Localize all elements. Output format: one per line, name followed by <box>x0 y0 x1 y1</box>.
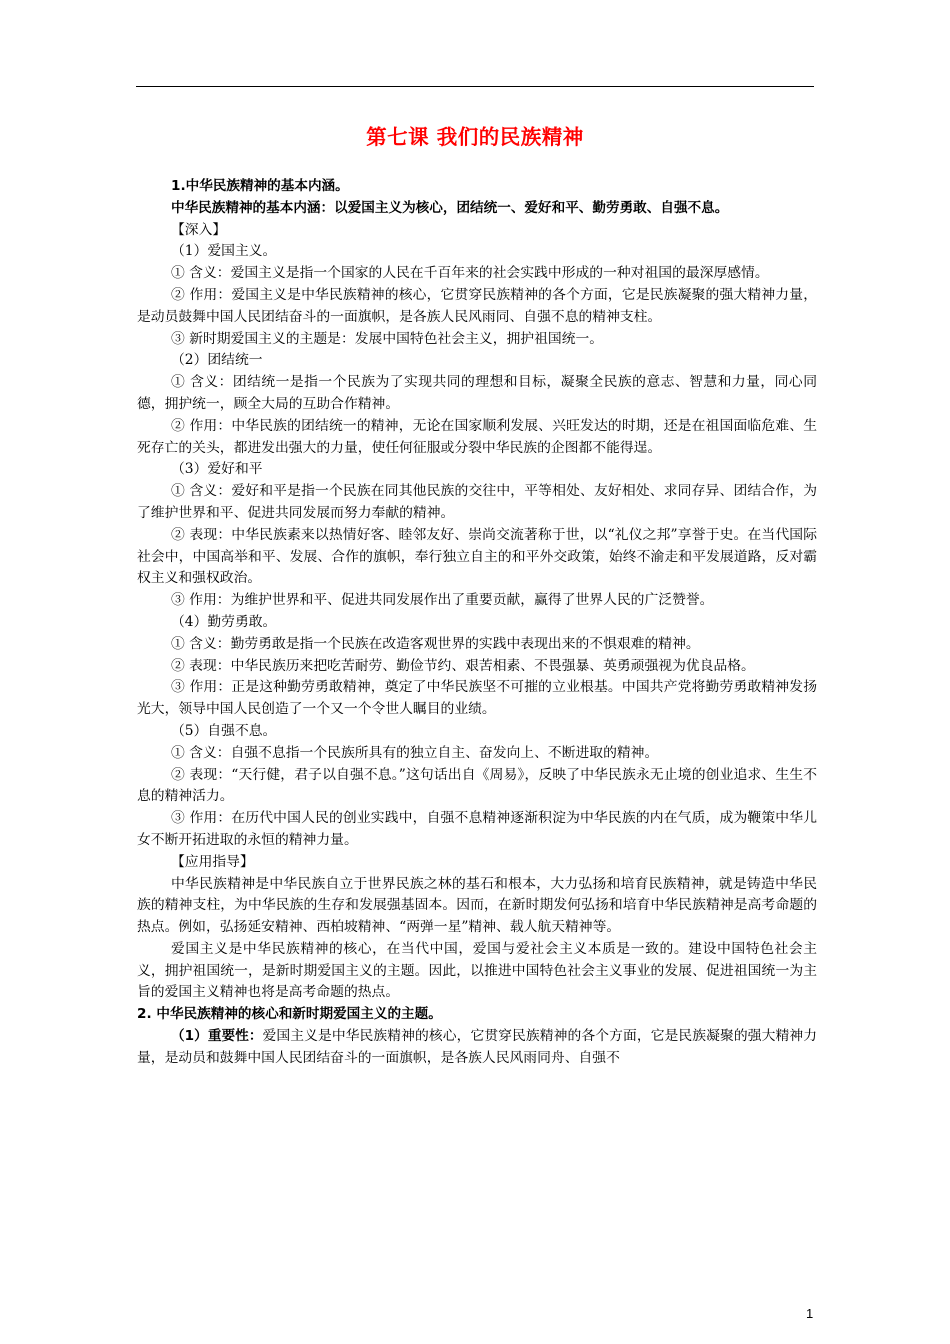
point-4-manifestation: ② 表现：中华民族历来把吃苦耐劳、勤俭节约、艰苦相素、不畏强暴、英勇顽强视为优良品格。 <box>171 657 755 674</box>
point-4-role: ③ 作用：正是这种勤劳勇敢精神，奠定了中华民族坚不可摧的立业根基。中国共产党将勤劳勇敢精神发扬光大，领导中国人民创造了一个又一个令世人瞩目的业绩。 <box>137 679 817 718</box>
guide-paragraph-2: 爱国主义是中华民族精神的核心，在当代中国，爱国与爱社会主义本质是一致的。建设中国特色社会主义，拥护祖国统一，是新时期爱国主义的主题。因此，以推进中国特色社会主义事业的发展、促进祖国统一为主旨的爱国主义精神也将是高考命题的热点。 <box>137 940 817 1001</box>
point-5-meaning: ① 含义：自强不息指一个民族所具有的独立自主、奋发向上、不断进取的精神。 <box>171 744 659 761</box>
point-5-manifestation: ② 表现：“天行健，君子以自强不息。”这句话出自《周易》，反映了中华民族永无止境的创业追求、生生不息的精神活力。 <box>137 766 817 805</box>
point-5-heading: （5）自强不息。 <box>171 722 277 739</box>
section-1-definition: 中华民族精神的基本内涵：以爱国主义为核心，团结统一、爱好和平、勤劳勇敢、自强不息。 <box>171 199 729 216</box>
point-2-heading: （2）团结统一 <box>171 352 263 369</box>
section-2-importance <box>137 1026 817 1070</box>
point-4-heading: （4）勤劳勇敢。 <box>171 613 277 630</box>
page-title: 第七课 我们的民族精神 <box>366 125 584 149</box>
importance-text: 爱国主义是中华民族精神的核心，它贯穿民族精神的各个方面，它是民族凝聚的强大精神力量，是动员和鼓舞中国人民团结奋斗的一面旗帜，是各族人民风雨同舟、自强不 <box>137 1028 817 1066</box>
point-2-role: ② 作用：中华民族的团结统一的精神，无论在国家顺利发展、兴旺发达的时期，还是在祖国面临危难、生死存亡的关头，都进发出强大的力量，使任何征服或分裂中华民族的企图都不能得逞。 <box>137 417 817 456</box>
guide-label: 【应用指导】 <box>171 853 254 870</box>
point-3-role: ③ 作用：为维护世界和平、促进共同发展作出了重要贡献，赢得了世界人民的广泛赞誉。 <box>171 592 714 609</box>
point-1-theme: ③ 新时期爱国主义的主题是：发展中国特色社会主义，拥护祖国统一。 <box>171 330 604 347</box>
point-1-meaning: ① 含义：爱国主义是指一个国家的人民在千百年来的社会实践中形成的一种对祖国的最深厚感情。 <box>171 265 769 282</box>
page-number: 1 <box>806 1306 814 1321</box>
header-rule <box>136 86 814 87</box>
importance-label: （1）重要性： <box>171 1028 263 1045</box>
guide-paragraph-1: 中华民族精神是中华民族自立于世界民族之林的基石和根本，大力弘扬和培育民族精神，就是铸造中华民族的精神支柱，为中华民族的生存和发展强基固本。因而，在新时期发何弘扬和培育中华民族精神是高考命题的热点。例如，弘扬延安精神、西柏坡精神、“两弹一星”精神、载人航天精神等。 <box>137 875 817 936</box>
point-3-manifestation: ② 表现：中华民族素来以热情好客、睦邻友好、崇尚交流著称于世，以“礼仪之邦”享誉于史。在当代国际社会中，中国高举和平、发展、合作的旗帜，奉行独立自主的和平外交政策，始终不渝走和平发展道路，反对霸权主义和强权政治。 <box>137 526 817 587</box>
document-body <box>137 176 817 1070</box>
point-1-role: ② 作用：爱国主义是中华民族精神的核心，它贯穿民族精神的各个方面，它是民族凝聚的强大精神力量，是动员鼓舞中国人民团结奋斗的一面旗帜，是各族人民风雨同、自强不息的精神支柱。 <box>137 286 817 325</box>
point-3-heading: （3）爱好和平 <box>171 461 263 478</box>
section-2-heading: 2. 中华民族精神的核心和新时期爱国主义的主题。 <box>137 1006 442 1023</box>
point-5-role: ③ 作用：在历代中国人民的创业实践中，自强不息精神逐渐积淀为中华民族的内在气质，成为鞭策中华儿女不断开拓进取的永恒的精神力量。 <box>137 810 817 848</box>
section-1-heading: 1.中华民族精神的基本内涵。 <box>171 178 349 194</box>
point-3-meaning: ① 含义：爱好和平是指一个民族在同其他民族的交往中，平等相处、友好相处、求同存异、团结合作，为了维护世界和平、促进共同发展而努力奉献的精神。 <box>137 483 817 521</box>
point-2-meaning: ① 含义：团结统一是指一个民族为了实现共同的理想和目标，凝聚全民族的意志、智慧和力量，同心同德，拥护统一，顾全大局的互助合作精神。 <box>137 374 817 412</box>
point-1-heading: （1）爱国主义。 <box>171 243 277 260</box>
deep-label: 【深入】 <box>171 221 227 238</box>
point-4-meaning: ① 含义：勤劳勇敢是指一个民族在改造客观世界的实践中表现出来的不惧艰难的精神。 <box>171 635 700 652</box>
